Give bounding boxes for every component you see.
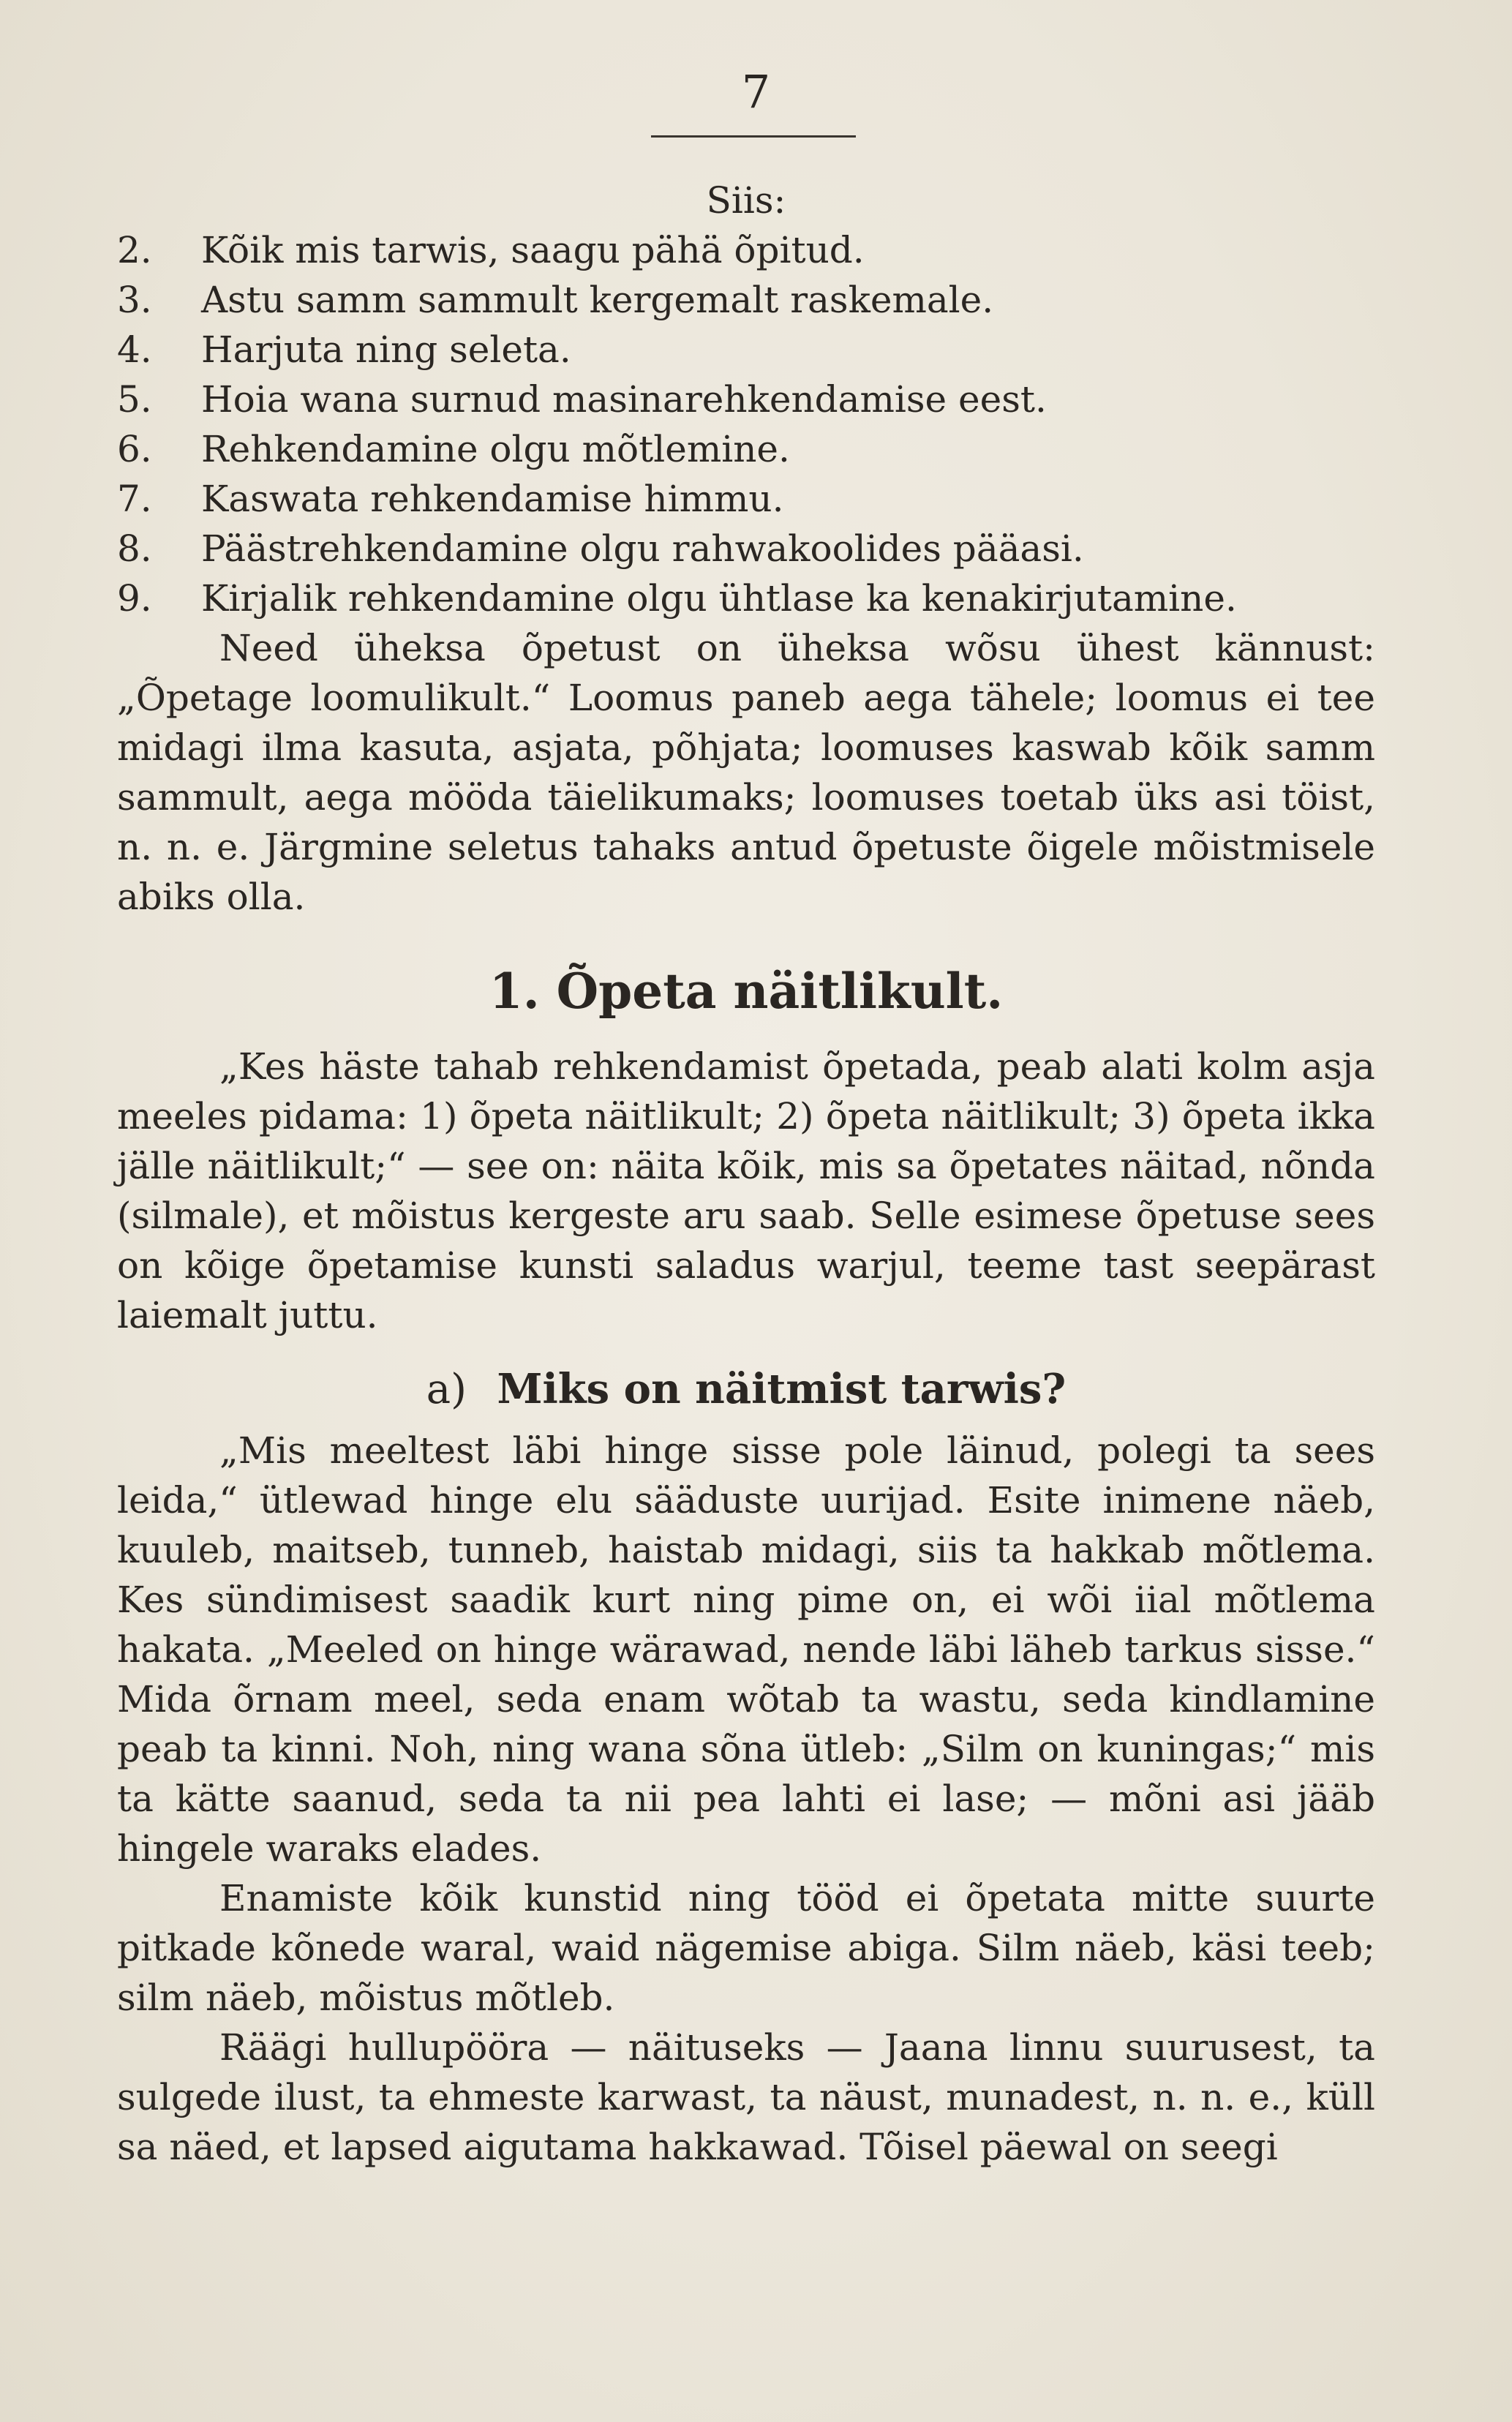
list-item-number: 8.	[117, 527, 152, 570]
list-item	[117, 325, 1375, 375]
list-item-text: Harjuta ning seleta.	[201, 328, 571, 371]
list-item-text: Kõik mis tarwis, saagu pähä õpitud.	[201, 229, 865, 271]
paragraph-arts: Enamiste kõik kunstid ning tööd ei õpetata mitte suurte pitkade kõnede waral, waid nägemise abiga. Silm näeb, käsi teeb; silm näeb, mõistus mõtleb.	[117, 1877, 1375, 2019]
paragraph-senses: „Mis meeltest läbi hinge sisse pole läinud, polegi ta sees leida,“ ütlewad hinge elu sääduste uurijad. Esite inimene näeb, kuuleb, maitseb, tunneb, haistab midagi, siis ta hakkab mõtlema. Kes sündimisest saadik kurt ning pime on, ei wõi iial mõtlema hakata. „Meeled on hinge wärawad, nende läbi läheb tarkus sisse.“ Mida õrnam meel, seda enam wõtab ta wastu, seda kindlamine peab ta kinni. Noh, ning wana sõna ütleb: „Silm on kuningas;“ mis ta kätte saanud, seda ta nii pea lahti ei lase; — mõni asi jääb hingele waraks elades.	[117, 1429, 1375, 1870]
intro-siis: Siis:	[706, 179, 786, 222]
paragraph-quote: „Kes häste tahab rehkendamist õpetada, peab alati kolm asja meeles pidama: 1) õpeta näitlikult; 2) õpeta näitlikult; 3) õpeta ikka jälle näitlikult;“ — see on: näita kõik, mis sa õpetates näitad, nõnda (silmale), et mõistus kergeste aru saab. Selle esimese õpetuse sees on kõige õpetamise kunsti saladus warjul, teeme tast seepärast laiemalt juttu.	[117, 1045, 1375, 1336]
section-title: Õpeta näitlikult.	[556, 963, 1004, 1020]
rules-list	[117, 225, 1375, 623]
list-item	[117, 573, 1375, 623]
header-rule	[651, 135, 856, 138]
list-item-text: Astu samm sammult kergemalt raskemale.	[201, 279, 994, 321]
subsection-title: Miks on näitmist tarwis?	[497, 1365, 1067, 1413]
page-content	[117, 176, 1375, 2172]
list-item-number: 9.	[117, 577, 152, 620]
section-number: 1.	[489, 963, 540, 1020]
list-item-text: Kirjalik rehkendamine olgu ühtlase ka kenakirjutamine.	[201, 577, 1237, 620]
list-item-number: 6.	[117, 428, 152, 470]
list-item-text: Päästrehkendamine olgu rahwakoolides pääasi.	[201, 527, 1084, 570]
subsection-heading	[117, 1361, 1375, 1418]
list-item-number: 7.	[117, 478, 152, 520]
list-item-number: 5.	[117, 378, 152, 421]
list-item	[117, 375, 1375, 424]
list-item	[117, 424, 1375, 474]
list-item	[117, 225, 1375, 275]
list-item-text: Rehkendamine olgu mõtlemine.	[201, 428, 790, 470]
list-item-number: 4.	[117, 328, 152, 371]
page-number: 7	[741, 65, 771, 119]
paragraph-example: Räägi hullupööra — näituseks — Jaana linnu suurusest, ta sulgede ilust, ta ehmeste karwast, ta näust, munadest, n. n. e., küll sa näed, et lapsed aigutama hakkawad. Tõisel päewal on seegi	[117, 2026, 1375, 2168]
list-item	[117, 275, 1375, 325]
list-item-number: 2.	[117, 229, 152, 271]
section-heading	[117, 960, 1375, 1023]
list-item	[117, 524, 1375, 573]
list-item-text: Hoia wana surnud masinarehkendamise eest.	[201, 378, 1047, 421]
list-item-text: Kaswata rehkendamise himmu.	[201, 478, 784, 520]
subsection-letter: a)	[426, 1366, 467, 1413]
paragraph-summary: Need üheksa õpetust on üheksa wõsu ühest kännust: „Õpetage loomulikult.“ Loomus paneb aega tähele; loomus ei tee midagi ilma kasuta, asjata, põhjata; loomuses kaswab kõik samm sammult, aega mööda täielikumaks; loomuses toetab üks asi töist, n. n. e. Järgmine seletus tahaks antud õpetuste õigele mõistmisele abiks olla.	[117, 627, 1375, 918]
list-item-number: 3.	[117, 279, 152, 321]
list-item	[117, 474, 1375, 524]
